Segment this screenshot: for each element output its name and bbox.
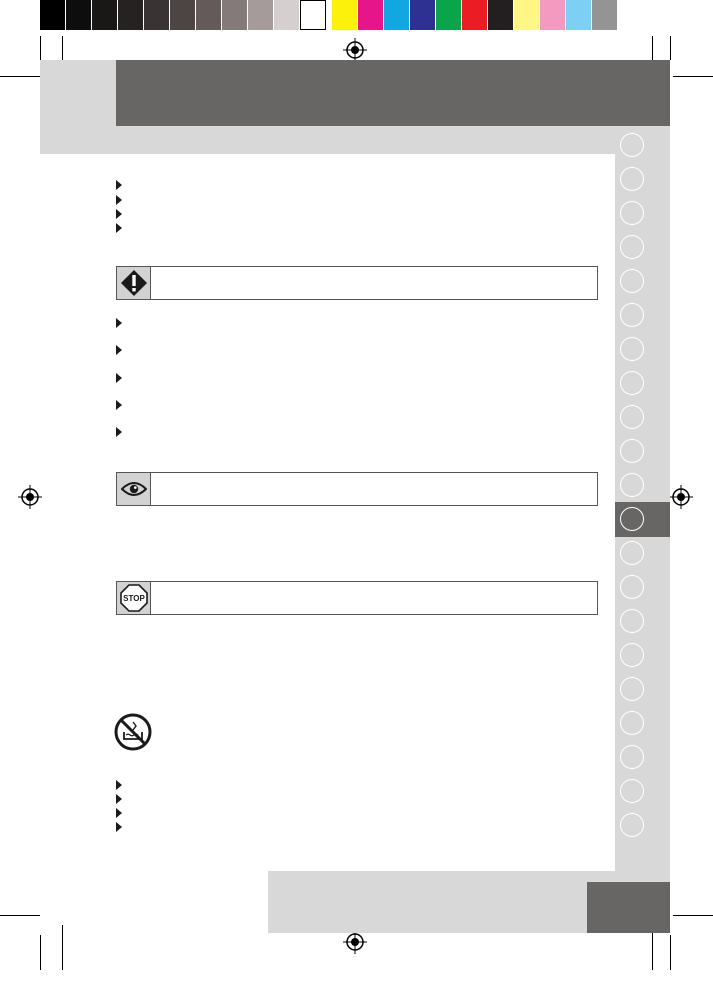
bullet-icon	[116, 223, 122, 233]
bullet-icon	[116, 345, 122, 355]
stop-notice	[116, 581, 598, 615]
language-tab[interactable]	[620, 133, 644, 157]
bullet-icon	[116, 180, 122, 190]
color-swatch	[410, 0, 436, 30]
crop-mark	[62, 925, 63, 970]
registration-mark-icon	[669, 485, 693, 509]
color-swatch	[436, 0, 462, 30]
language-tab[interactable]	[620, 201, 644, 225]
language-tab[interactable]	[620, 711, 644, 735]
crop-mark	[673, 915, 713, 916]
language-tab[interactable]	[620, 235, 644, 259]
language-tab[interactable]	[620, 643, 644, 667]
stop-icon-cell	[117, 582, 151, 614]
language-tab[interactable]	[620, 541, 644, 565]
color-swatch	[384, 0, 410, 30]
color-swatch	[118, 0, 144, 30]
language-tab[interactable]	[620, 575, 644, 599]
color-swatch	[196, 0, 222, 30]
page-number-box	[587, 882, 670, 933]
language-tab[interactable]	[620, 167, 644, 191]
bullet-icon	[116, 780, 122, 790]
eye-icon	[121, 480, 147, 498]
crop-mark	[673, 76, 713, 77]
stop-sign-icon	[120, 584, 148, 612]
color-swatch	[566, 0, 592, 30]
header-bar	[116, 60, 670, 126]
stop-sign-label: STOP	[122, 594, 145, 603]
color-swatch	[540, 0, 566, 30]
color-swatch	[40, 0, 66, 30]
header-underline-panel	[116, 126, 670, 154]
color-swatch	[92, 0, 118, 30]
crop-mark	[40, 36, 41, 60]
color-swatch	[144, 0, 170, 30]
eye-icon-cell	[117, 473, 151, 505]
registration-mark-icon	[343, 930, 367, 954]
crop-mark	[0, 915, 40, 916]
language-tab[interactable]	[620, 779, 644, 803]
registration-mark-icon	[18, 485, 42, 509]
registration-mark-icon	[343, 38, 367, 62]
color-swatch	[592, 0, 618, 30]
color-swatch	[66, 0, 92, 30]
crop-mark	[670, 935, 671, 970]
bullet-icon	[116, 808, 122, 818]
color-swatch	[222, 0, 248, 30]
language-tab[interactable]	[620, 337, 644, 361]
header-side-panel	[40, 60, 116, 154]
language-tab[interactable]	[620, 813, 644, 837]
bullet-icon	[116, 822, 122, 832]
warning-icon-cell	[117, 267, 151, 299]
bullet-icon	[116, 427, 122, 437]
color-swatch	[358, 0, 384, 30]
no-water-bath-icon	[114, 713, 152, 751]
warning-diamond-icon	[120, 269, 148, 297]
language-tab[interactable]	[620, 745, 644, 769]
language-tab[interactable]	[620, 473, 644, 497]
language-tab[interactable]	[620, 609, 644, 633]
bullet-icon	[116, 318, 122, 328]
eye-notice	[116, 472, 598, 506]
bullet-icon	[116, 400, 122, 410]
language-tab[interactable]	[620, 507, 644, 531]
color-swatch	[274, 0, 300, 30]
color-swatch	[300, 0, 326, 30]
crop-mark	[670, 36, 671, 60]
language-tab[interactable]	[620, 269, 644, 293]
bullet-icon	[116, 195, 122, 205]
bullet-icon	[116, 794, 122, 804]
crop-mark	[0, 76, 40, 77]
color-swatch	[248, 0, 274, 30]
language-tab[interactable]	[620, 405, 644, 429]
bullet-icon	[116, 373, 122, 383]
language-tab[interactable]	[620, 371, 644, 395]
language-tab[interactable]	[620, 677, 644, 701]
color-swatch	[514, 0, 540, 30]
color-swatch	[332, 0, 358, 30]
crop-mark	[40, 935, 41, 970]
language-tab[interactable]	[620, 439, 644, 463]
warning-notice	[116, 266, 598, 300]
color-swatch	[488, 0, 514, 30]
color-calibration-strip	[40, 0, 670, 30]
bullet-icon	[116, 209, 122, 219]
color-swatch	[170, 0, 196, 30]
color-swatch	[462, 0, 488, 30]
language-tab[interactable]	[620, 303, 644, 327]
